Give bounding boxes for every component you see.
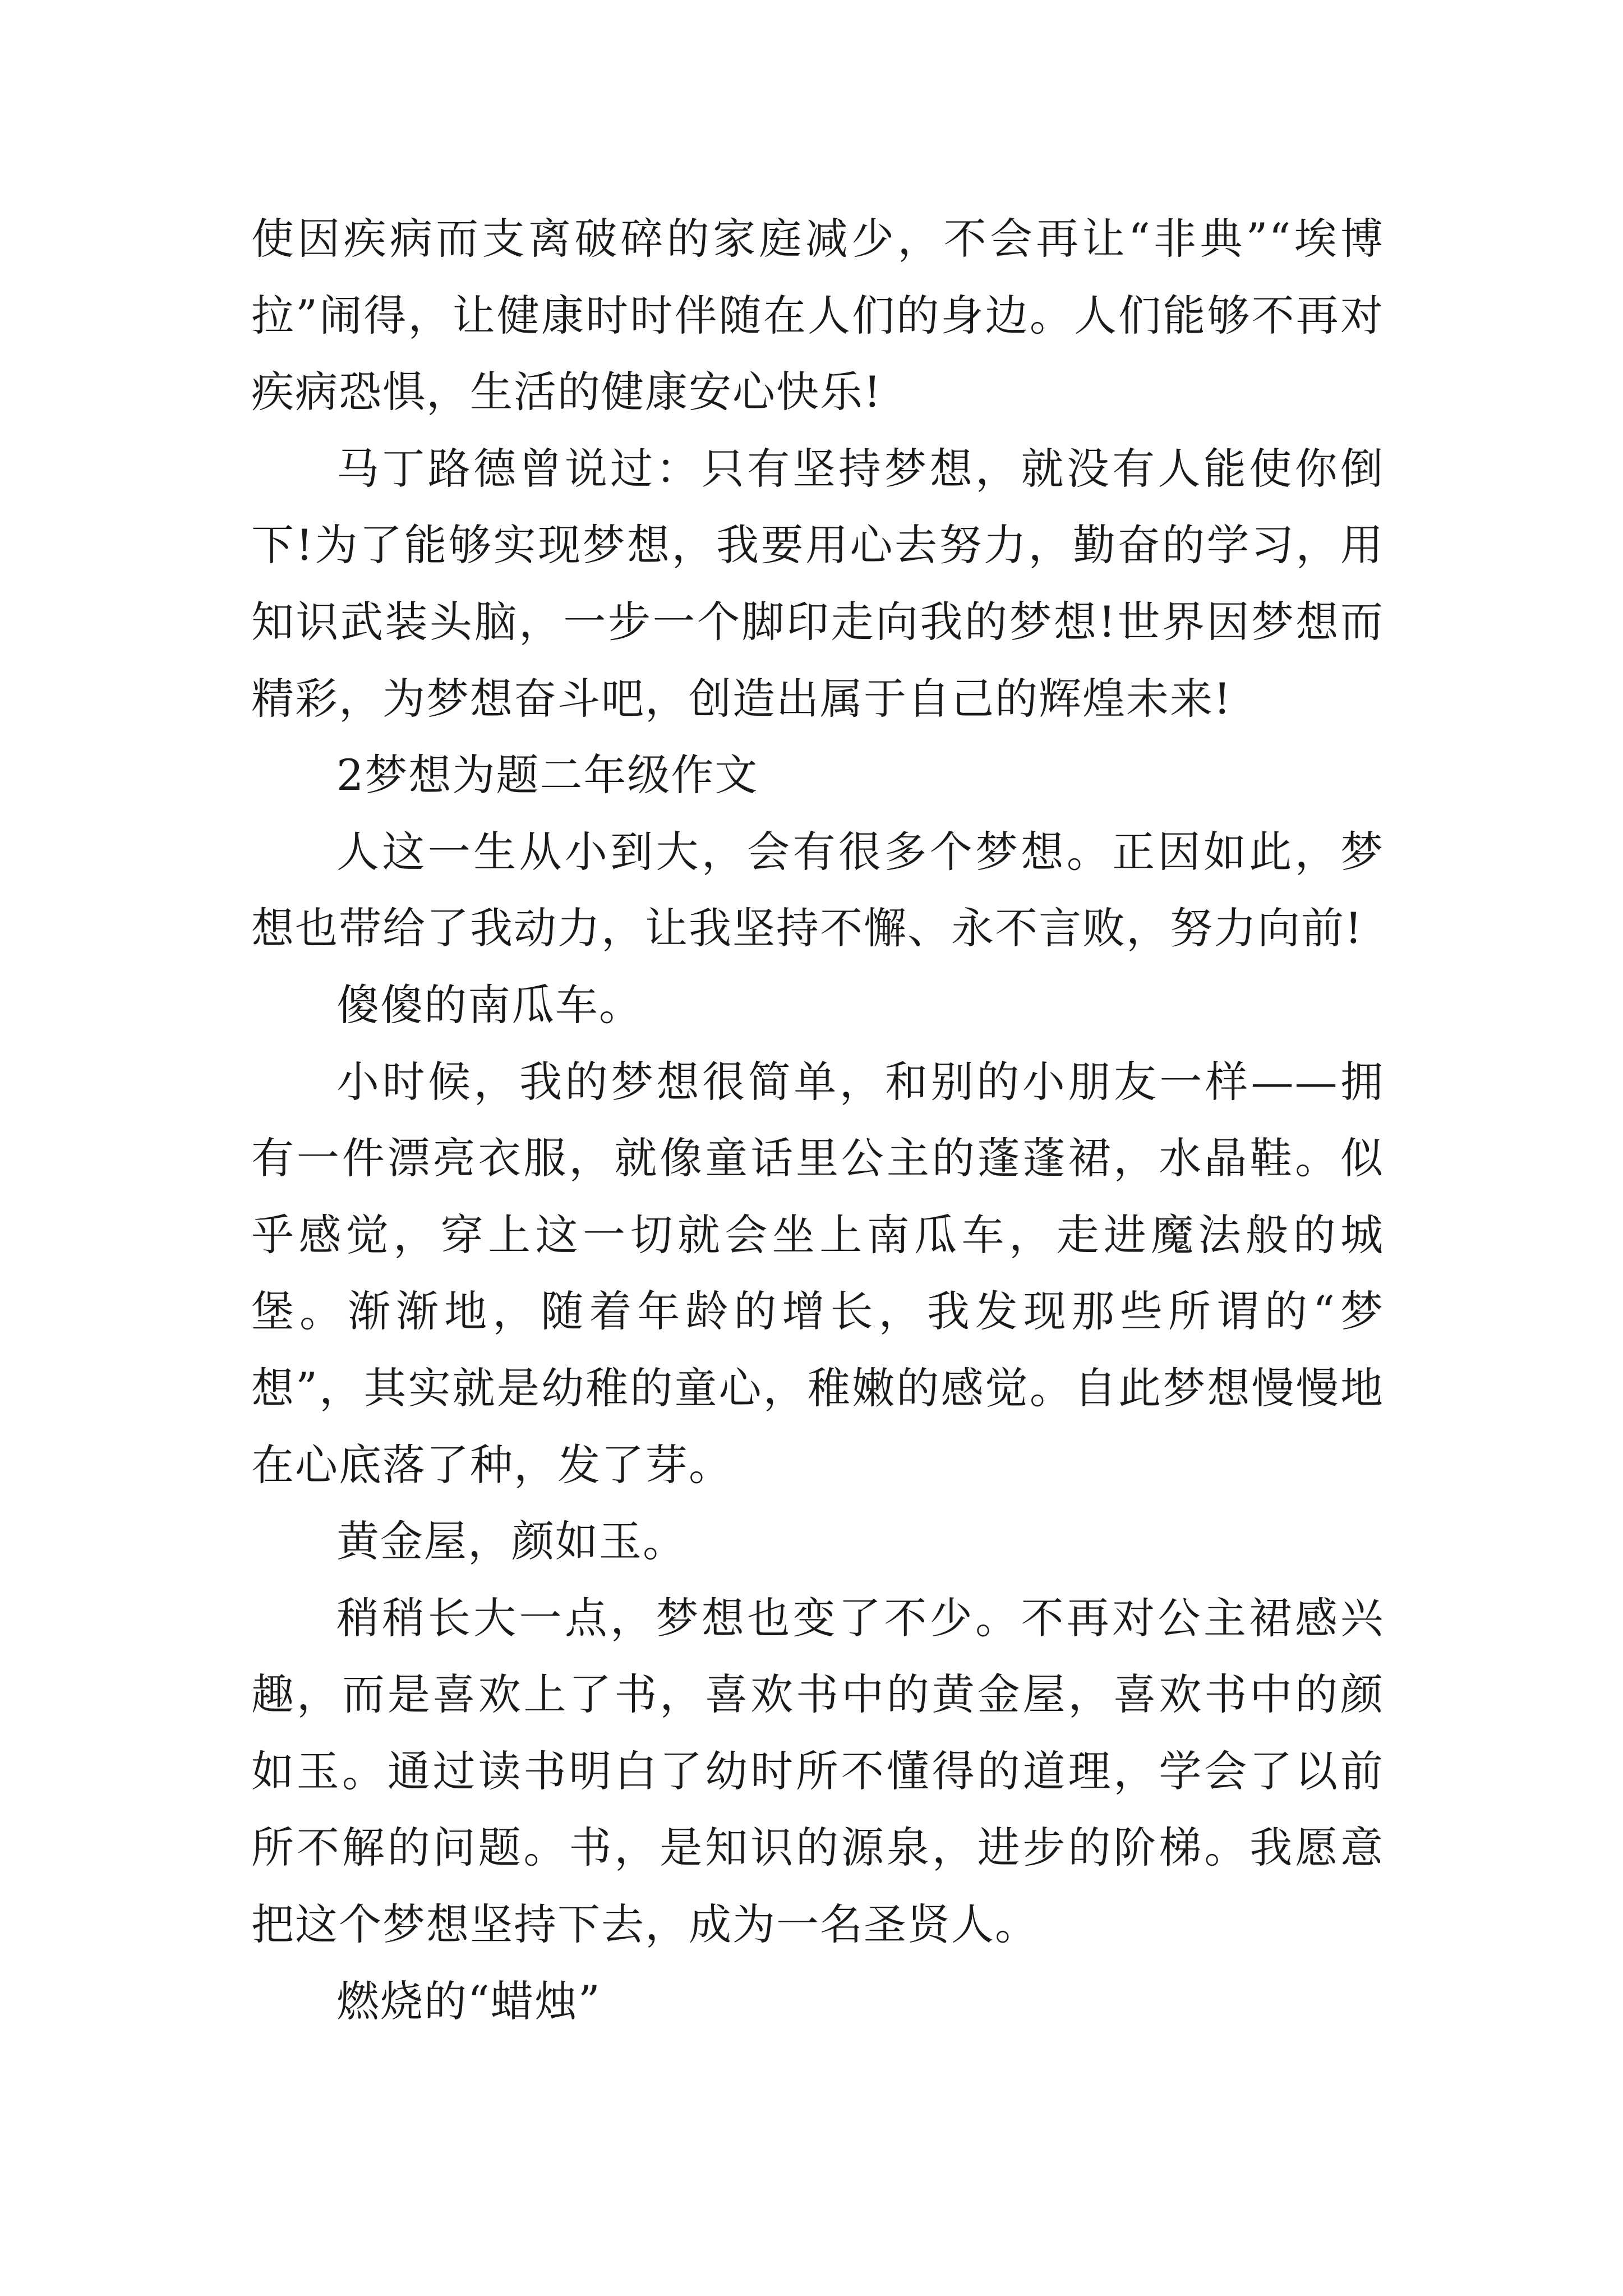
paragraph-8: 稍稍长大一点，梦想也变了不少。不再对公主裙感兴趣，而是喜欢上了书，喜欢书中的黄金屋，喜欢书中的颜如玉。通过读书明白了幼时所不懂得的道理，学会了以前所不解的问题。书，是知识的源泉，进步的阶梯。我愿意把这个梦想坚持下去，成为一名圣贤人。	[251, 1593, 1384, 1950]
paragraph-6: 小时候，我的梦想很简单，和别的小朋友一样——拥有一件漂亮衣服，就像童话里公主的蓬蓬裙，水晶鞋。似乎感觉，穿上这一切就会坐上南瓜车，走进魔法般的城堡。渐渐地，随着年龄的增长，我发现那些所谓的“梦想”，其实就是幼稚的童心，稚嫩的感觉。自此梦想慢慢地在心底落了种，发了芽。	[251, 1056, 1384, 1490]
subheading-pumpkin-carriage: 傻傻的南瓜车。	[336, 979, 643, 1030]
paragraph-1: 使因疾病而支离破碎的家庭减少，不会再让“非典”“埃博拉”闹得，让健康时时伴随在人们的身边。人们能够不再对疾病恐惧，生活的健康安心快乐!	[251, 214, 1384, 417]
subheading-burning-candle: 燃烧的“蜡烛”	[336, 1976, 601, 2026]
document-body	[251, 201, 1384, 2040]
paragraph-4: 人这一生从小到大，会有很多个梦想。正因如此，梦想也带给了我动力，让我坚持不懈、永不言败，努力向前!	[251, 826, 1384, 954]
subheading-golden-house: 黄金屋，颜如玉。	[336, 1516, 686, 1567]
section-heading: 2梦想为题二年级作文	[336, 750, 759, 800]
paragraph-2: 马丁路德曾说过：只有坚持梦想，就没有人能使你倒下!为了能够实现梦想，我要用心去努力，勤奋的学习，用知识武装头脑，一步一个脚印走向我的梦想!世界因梦想而精彩，为梦想奋斗吧，创造出属于自己的辉煌未来!	[251, 443, 1384, 724]
